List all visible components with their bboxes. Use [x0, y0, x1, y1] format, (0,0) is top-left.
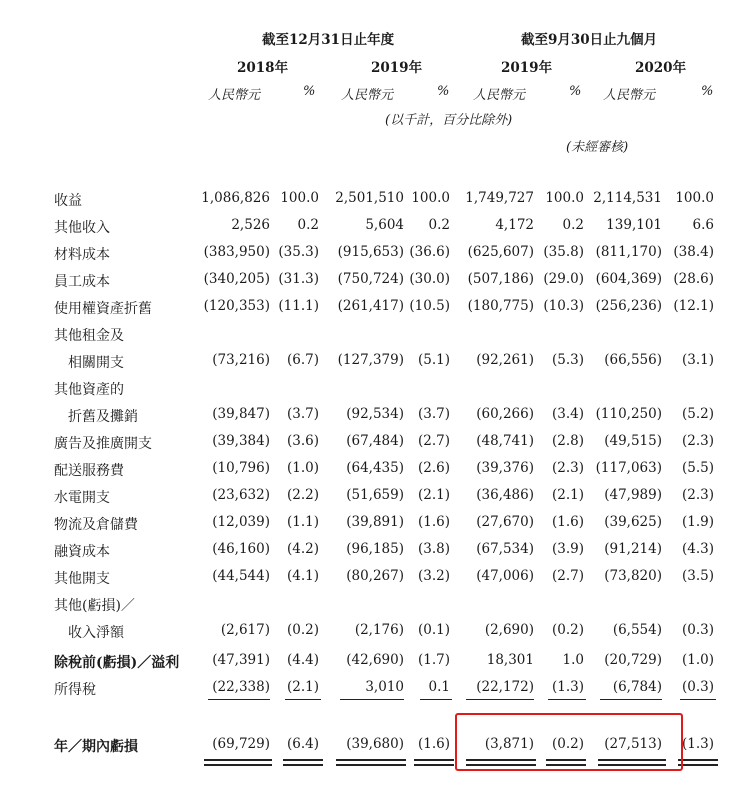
- percent-cell: (29.0): [543, 271, 584, 287]
- amount-cell: (91,214): [604, 541, 662, 557]
- subtotal-underline: [208, 699, 270, 700]
- row-label: 收入淨額: [68, 625, 124, 641]
- amount-cell: (20,729): [604, 652, 662, 668]
- row-label: 其他資產的: [54, 382, 124, 398]
- percent-cell: (3.9): [551, 541, 584, 557]
- row-label: 融資成本: [54, 544, 110, 560]
- total-double-underline: [678, 764, 718, 766]
- amount-cell: (383,950): [203, 244, 270, 260]
- percent-cell: (0.1): [417, 622, 450, 638]
- amount-cell: 1,086,826: [201, 190, 270, 206]
- percent-cell: (30.0): [409, 271, 450, 287]
- percent-cell: 100.0: [280, 190, 319, 206]
- row-label: 材料成本: [54, 247, 110, 263]
- percent-cell: (4.2): [286, 541, 319, 557]
- header-unit-pct-1: %: [303, 84, 316, 99]
- header-note-thousands: (以千計，百分比除外): [385, 113, 513, 128]
- amount-cell: (69,729): [212, 736, 270, 752]
- row-label: 除稅前(虧損)／溢利: [54, 655, 180, 671]
- amount-cell: (36,486): [476, 487, 534, 503]
- percent-cell: (2.3): [681, 487, 714, 503]
- amount-cell: (39,847): [212, 406, 270, 422]
- amount-cell: (12,039): [212, 514, 270, 530]
- amount-cell: (261,417): [337, 298, 404, 314]
- percent-cell: (3.4): [551, 406, 584, 422]
- amount-cell: (10,796): [212, 460, 270, 476]
- percent-cell: (10.5): [409, 298, 450, 314]
- amount-cell: (604,369): [595, 271, 662, 287]
- percent-cell: (38.4): [673, 244, 714, 260]
- amount-cell: (120,353): [203, 298, 270, 314]
- header-period-nine-months: 截至9月30日止九個月: [521, 32, 658, 48]
- percent-cell: (3.8): [417, 541, 450, 557]
- total-double-underline: [204, 759, 272, 761]
- amount-cell: 4,172: [495, 217, 534, 233]
- percent-cell: (4.3): [681, 541, 714, 557]
- amount-cell: 2,501,510: [335, 190, 404, 206]
- percent-cell: (2.1): [551, 487, 584, 503]
- amount-cell: (110,250): [595, 406, 662, 422]
- row-label: 員工成本: [54, 274, 110, 290]
- percent-cell: 1.0: [562, 652, 584, 668]
- percent-cell: 100.0: [545, 190, 584, 206]
- header-year-2019b: 2019年: [501, 60, 553, 76]
- total-double-underline: [336, 764, 406, 766]
- percent-cell: (0.2): [551, 622, 584, 638]
- total-double-underline: [414, 764, 454, 766]
- subtotal-underline: [680, 699, 716, 700]
- subtotal-underline: [548, 699, 586, 700]
- percent-cell: 0.2: [297, 217, 319, 233]
- amount-cell: (96,185): [346, 541, 404, 557]
- percent-cell: (2.1): [417, 487, 450, 503]
- percent-cell: (2.3): [681, 433, 714, 449]
- amount-cell: (39,680): [346, 736, 404, 752]
- header-unit-rmb-2: 人民幣元: [341, 88, 394, 103]
- percent-cell: 100.0: [675, 190, 714, 206]
- amount-cell: (66,556): [604, 352, 662, 368]
- percent-cell: (35.8): [543, 244, 584, 260]
- percent-cell: (1.1): [286, 514, 319, 530]
- header-note-unaudited: (未經審核): [566, 140, 629, 155]
- header-year-2020: 2020年: [635, 60, 687, 76]
- amount-cell: (180,775): [467, 298, 534, 314]
- percent-cell: (1.6): [551, 514, 584, 530]
- percent-cell: (12.1): [673, 298, 714, 314]
- amount-cell: (47,391): [212, 652, 270, 668]
- percent-cell: (10.3): [543, 298, 584, 314]
- amount-cell: (22,338): [212, 679, 270, 695]
- row-label: 廣告及推廣開支: [54, 436, 152, 452]
- amount-cell: (750,724): [337, 271, 404, 287]
- percent-cell: (11.1): [278, 298, 319, 314]
- percent-cell: 100.0: [411, 190, 450, 206]
- total-double-underline: [283, 759, 323, 761]
- total-double-underline: [204, 764, 272, 766]
- percent-cell: (3.6): [286, 433, 319, 449]
- amount-cell: (23,632): [212, 487, 270, 503]
- percent-cell: 6.6: [692, 217, 714, 233]
- subtotal-underline: [285, 699, 321, 700]
- row-label: 使用權資產折舊: [54, 301, 152, 317]
- percent-cell: (5.5): [681, 460, 714, 476]
- percent-cell: (5.2): [681, 406, 714, 422]
- percent-cell: (6.4): [286, 736, 319, 752]
- row-label: 水電開支: [54, 490, 110, 506]
- row-label: 配送服務費: [54, 463, 124, 479]
- header-unit-pct-4: %: [701, 84, 714, 99]
- amount-cell: (92,534): [346, 406, 404, 422]
- percent-cell: (1.9): [681, 514, 714, 530]
- row-label: 物流及倉儲費: [54, 517, 138, 533]
- amount-cell: (67,484): [346, 433, 404, 449]
- subtotal-underline: [340, 699, 404, 700]
- amount-cell: 5,604: [365, 217, 404, 233]
- percent-cell: (0.2): [551, 736, 584, 752]
- amount-cell: (6,554): [612, 622, 662, 638]
- amount-cell: (2,176): [354, 622, 404, 638]
- amount-cell: 1,749,727: [465, 190, 534, 206]
- amount-cell: (507,186): [467, 271, 534, 287]
- header-unit-pct-3: %: [569, 84, 582, 99]
- percent-cell: 0.2: [562, 217, 584, 233]
- percent-cell: (0.3): [681, 679, 714, 695]
- percent-cell: (2.1): [286, 679, 319, 695]
- amount-cell: 2,114,531: [593, 190, 662, 206]
- amount-cell: (67,534): [476, 541, 534, 557]
- header-year-2019a: 2019年: [371, 60, 423, 76]
- highlight-box: [455, 713, 683, 771]
- amount-cell: (39,891): [346, 514, 404, 530]
- amount-cell: (39,376): [476, 460, 534, 476]
- percent-cell: (2.8): [551, 433, 584, 449]
- header-unit-rmb-4: 人民幣元: [603, 88, 656, 103]
- amount-cell: (2,690): [484, 622, 534, 638]
- subtotal-underline: [466, 699, 534, 700]
- percent-cell: (1.0): [286, 460, 319, 476]
- header-unit-rmb-3: 人民幣元: [473, 88, 526, 103]
- amount-cell: (73,820): [604, 568, 662, 584]
- percent-cell: (31.3): [278, 271, 319, 287]
- percent-cell: (2.7): [417, 433, 450, 449]
- percent-cell: (1.3): [681, 736, 714, 752]
- amount-cell: (3,871): [484, 736, 534, 752]
- amount-cell: (811,170): [595, 244, 662, 260]
- row-label: 相關開支: [68, 355, 124, 371]
- percent-cell: (3.5): [681, 568, 714, 584]
- amount-cell: (915,653): [337, 244, 404, 260]
- row-label: 其他收入: [54, 220, 110, 236]
- header-unit-rmb-1: 人民幣元: [208, 88, 261, 103]
- amount-cell: (39,384): [212, 433, 270, 449]
- row-label: 其他開支: [54, 571, 110, 587]
- amount-cell: (39,625): [604, 514, 662, 530]
- amount-cell: (80,267): [346, 568, 404, 584]
- total-double-underline: [283, 764, 323, 766]
- amount-cell: 3,010: [365, 679, 404, 695]
- header-period-year: 截至12月31日止年度: [262, 32, 395, 48]
- percent-cell: (5.3): [551, 352, 584, 368]
- percent-cell: (35.3): [278, 244, 319, 260]
- percent-cell: (4.4): [286, 652, 319, 668]
- percent-cell: (2.2): [286, 487, 319, 503]
- total-double-underline: [678, 759, 718, 761]
- percent-cell: (1.7): [417, 652, 450, 668]
- amount-cell: (2,617): [220, 622, 270, 638]
- row-label: 其他(虧損)／: [54, 598, 135, 614]
- amount-cell: (60,266): [476, 406, 534, 422]
- header-year-2018: 2018年: [237, 60, 289, 76]
- amount-cell: (47,989): [604, 487, 662, 503]
- percent-cell: (3.2): [417, 568, 450, 584]
- amount-cell: 139,101: [606, 217, 662, 233]
- amount-cell: (44,544): [212, 568, 270, 584]
- row-label: 收益: [54, 193, 82, 209]
- percent-cell: (3.7): [417, 406, 450, 422]
- amount-cell: (117,063): [595, 460, 662, 476]
- amount-cell: (48,741): [476, 433, 534, 449]
- row-label: 年／期內虧損: [54, 739, 138, 755]
- header-unit-pct-2: %: [437, 84, 450, 99]
- percent-cell: (4.1): [286, 568, 319, 584]
- percent-cell: (3.1): [681, 352, 714, 368]
- row-label: 其他租金及: [54, 328, 124, 344]
- amount-cell: (27,670): [476, 514, 534, 530]
- total-double-underline: [336, 759, 406, 761]
- percent-cell: (1.3): [551, 679, 584, 695]
- amount-cell: (256,236): [595, 298, 662, 314]
- percent-cell: (0.3): [681, 622, 714, 638]
- percent-cell: (0.2): [286, 622, 319, 638]
- percent-cell: (2.3): [551, 460, 584, 476]
- percent-cell: (5.1): [417, 352, 450, 368]
- amount-cell: (42,690): [346, 652, 404, 668]
- percent-cell: (28.6): [673, 271, 714, 287]
- amount-cell: 2,526: [231, 217, 270, 233]
- percent-cell: (2.6): [417, 460, 450, 476]
- amount-cell: (6,784): [612, 679, 662, 695]
- percent-cell: (1.6): [417, 514, 450, 530]
- percent-cell: 0.2: [428, 217, 450, 233]
- amount-cell: (49,515): [604, 433, 662, 449]
- amount-cell: (127,379): [337, 352, 404, 368]
- percent-cell: 0.1: [428, 679, 450, 695]
- amount-cell: (51,659): [346, 487, 404, 503]
- amount-cell: 18,301: [486, 652, 534, 668]
- total-double-underline: [414, 759, 454, 761]
- row-label: 所得稅: [54, 682, 96, 698]
- subtotal-underline: [600, 699, 662, 700]
- amount-cell: (46,160): [212, 541, 270, 557]
- percent-cell: (3.7): [286, 406, 319, 422]
- percent-cell: (6.7): [286, 352, 319, 368]
- amount-cell: (22,172): [476, 679, 534, 695]
- amount-cell: (73,216): [212, 352, 270, 368]
- percent-cell: (1.6): [417, 736, 450, 752]
- amount-cell: (92,261): [476, 352, 534, 368]
- row-label: 折舊及攤銷: [68, 409, 138, 425]
- percent-cell: (2.7): [551, 568, 584, 584]
- amount-cell: (64,435): [346, 460, 404, 476]
- percent-cell: (36.6): [409, 244, 450, 260]
- subtotal-underline: [420, 699, 452, 700]
- amount-cell: (340,205): [203, 271, 270, 287]
- amount-cell: (27,513): [604, 736, 662, 752]
- amount-cell: (47,006): [476, 568, 534, 584]
- percent-cell: (1.0): [681, 652, 714, 668]
- amount-cell: (625,607): [467, 244, 534, 260]
